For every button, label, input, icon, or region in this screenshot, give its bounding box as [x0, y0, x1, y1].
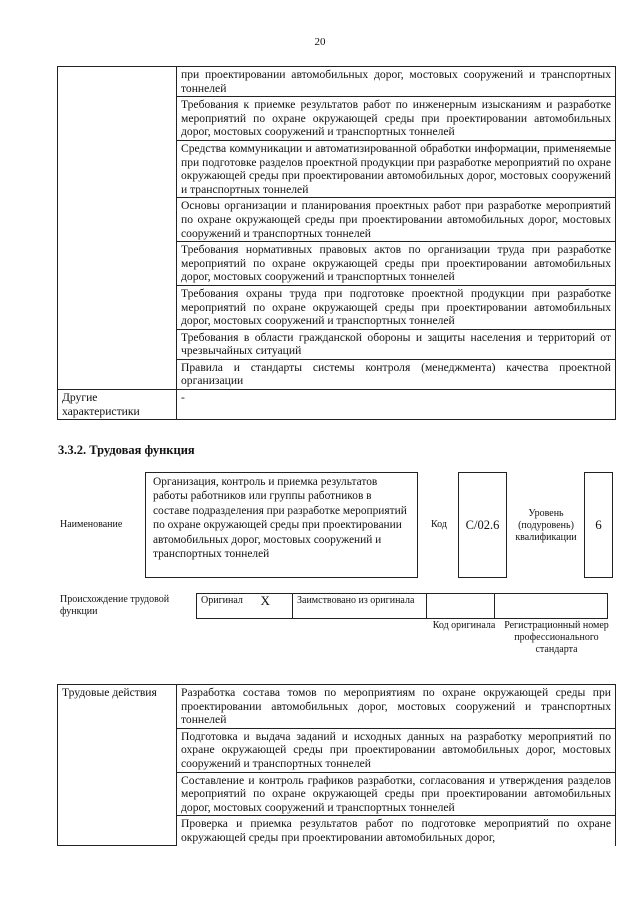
knowledge-row: Требования охраны труда при подготовке проектной продукции при разработке мероприятий по охране окружающей среды при проектировании автомобильных дорог, мостовых сооружений и транспортных тоннелей: [177, 285, 616, 329]
section-title: 3.3.2. Трудовая функция: [58, 443, 195, 457]
other-characteristics-label: Другие характеристики: [58, 390, 177, 420]
borrowed-label: Заимствовано из оригинала: [293, 594, 427, 619]
knowledge-row: Правила и стандарты системы контроля (менеджмента) качества проектной организации: [177, 359, 616, 389]
code-original-caption: Код оригинала: [432, 620, 496, 631]
knowledge-row: Требования в области гражданской обороны и защиты населения и территорий от чрезвычайных ситуаций: [177, 329, 616, 359]
action-row: Подготовка и выдача заданий и исходных данных на разработку мероприятий по охране окружающей среды при проектировании автомобильных дорог, мостовых сооружений и транспортных тоннелей: [177, 728, 616, 772]
actions-table: [57, 684, 616, 846]
name-value-box: Организация, контроль и приемка результатов работы работников или группы работников в составе подразделения при разработке мероприятий по охране окружающей среды при проектировании автомобильных дорог, мостовых сооружений и транспортных тоннелей: [145, 472, 418, 578]
reg-number-caption: Регистрационный номер профессионального стандарта: [504, 620, 609, 655]
name-label: Наименование: [60, 519, 123, 530]
knowledge-row: Основы организации и планирования проектных работ при разработке мероприятий по охране окружающей среды при проектировании автомобильных дорог, мостовых сооружений и транспортных тоннелей: [177, 198, 616, 242]
level-value-box: 6: [584, 472, 613, 578]
action-row: Составление и контроль графиков разработки, согласования и утверждения разделов мероприятий по охране окружающей среды при проектировании автомобильных дорог, мостовых сооружений и транспортных тоннелей: [177, 772, 616, 816]
other-characteristics-value: -: [177, 390, 616, 420]
code-value-box: C/02.6: [458, 472, 507, 578]
knowledge-row: Требования к приемке результатов работ по инженерным изысканиям и разработке мероприятий по охране окружающей среды при проектировании автомобильных дорог, мостовых сооружений и транспортных тоннелей: [177, 97, 616, 141]
page-number: 20: [314, 36, 326, 48]
original-label: Оригинал: [197, 594, 257, 619]
origin-table: [196, 593, 608, 619]
reg-number-cell: [495, 594, 608, 619]
level-label: Уровень (подуровень) квалификации: [515, 508, 577, 543]
action-row: Проверка и приемка результатов работ по подготовке мероприятий по охране окружающей среды при проектировании автомобильных дорог,: [177, 816, 616, 846]
knowledge-table: [57, 66, 616, 420]
action-row: Разработка состава томов по мероприятиям по охране окружающей среды при проектировании автомобильных дорог, мостовых сооружений и транспортных тоннелей: [177, 685, 616, 729]
origin-label: Происхождение трудовой функции: [60, 594, 170, 617]
knowledge-row: Средства коммуникации и автоматизированной обработки информации, применяемые при подготовке разделов проектной продукции при разработке мероприятий по охране окружающей среды при проектировании автомобильных дорог, мостовых сооружений и транспортных тоннелей: [177, 140, 616, 197]
knowledge-row: Требования нормативных правовых актов по организации труда при разработке мероприятий по охране окружающей среды при проектировании автомобильных дорог, мостовых сооружений и транспортных тоннелей: [177, 242, 616, 286]
actions-label: Трудовые действия: [58, 685, 177, 846]
knowledge-row: при проектировании автомобильных дорог, мостовых сооружений и транспортных тоннелей: [177, 67, 616, 97]
code-original-cell: [427, 594, 495, 619]
original-mark: X: [257, 594, 293, 619]
knowledge-label-cell: [58, 67, 177, 390]
code-label: Код: [431, 519, 447, 530]
